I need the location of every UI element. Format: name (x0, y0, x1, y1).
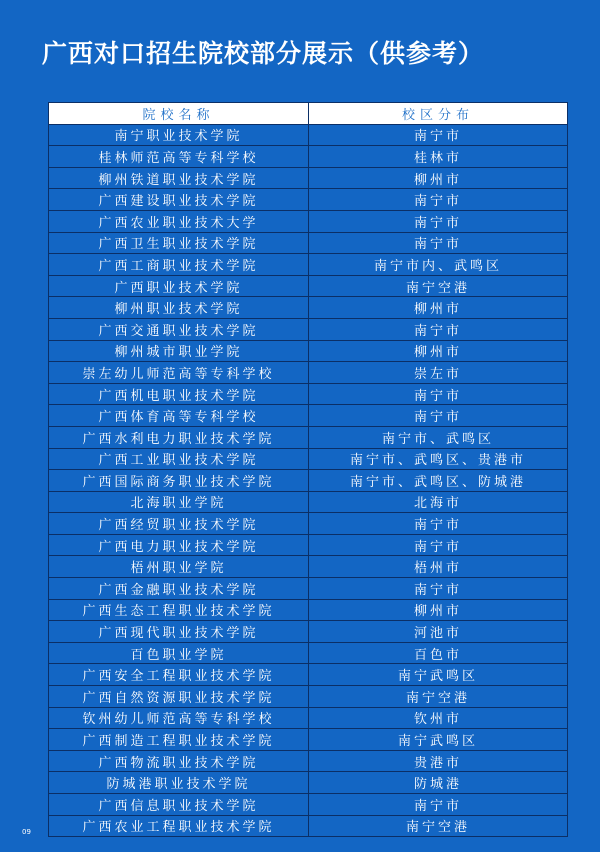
school-name-cell: 广西国际商务职业技术学院 (49, 470, 309, 492)
table-row (49, 254, 568, 276)
campus-cell: 南宁市 (309, 189, 568, 211)
table-row (49, 383, 568, 405)
campus-cell: 南宁空港 (309, 275, 568, 297)
table-row (49, 664, 568, 686)
table-row (49, 189, 568, 211)
school-name-cell: 广西生态工程职业技术学院 (49, 599, 309, 621)
school-name-cell: 广西经贸职业技术学院 (49, 513, 309, 535)
school-name-cell: 广西建设职业技术学院 (49, 189, 309, 211)
campus-cell: 南宁市 (309, 124, 568, 146)
campus-cell: 北海市 (309, 491, 568, 513)
table-header-row (49, 103, 568, 125)
table-row (49, 621, 568, 643)
campus-cell: 南宁市、武鸣区 (309, 426, 568, 448)
school-name-cell: 北海职业学院 (49, 491, 309, 513)
campus-cell: 南宁市、武鸣区、贵港市 (309, 448, 568, 470)
school-name-cell: 钦州幼儿师范高等专科学校 (49, 707, 309, 729)
school-name-cell: 崇左幼儿师范高等专科学校 (49, 362, 309, 384)
campus-cell: 南宁市 (309, 232, 568, 254)
table-row (49, 405, 568, 427)
table-row (49, 686, 568, 708)
school-name-cell: 广西电力职业技术学院 (49, 534, 309, 556)
campus-cell: 南宁武鸣区 (309, 664, 568, 686)
school-name-cell: 广西水利电力职业技术学院 (49, 426, 309, 448)
school-name-cell: 广西制造工程职业技术学院 (49, 729, 309, 751)
campus-cell: 南宁市 (309, 513, 568, 535)
campus-cell: 南宁市 (309, 383, 568, 405)
campus-cell: 南宁市 (309, 794, 568, 816)
campus-cell: 南宁市 (309, 534, 568, 556)
table-row (49, 534, 568, 556)
table-row (49, 599, 568, 621)
table-row (49, 772, 568, 794)
campus-cell: 南宁市 (309, 405, 568, 427)
school-name-cell: 广西自然资源职业技术学院 (49, 686, 309, 708)
school-name-cell: 广西工商职业技术学院 (49, 254, 309, 276)
table-row (49, 815, 568, 837)
table-row (49, 448, 568, 470)
table-row (49, 318, 568, 340)
school-name-cell: 南宁职业技术学院 (49, 124, 309, 146)
campus-cell: 崇左市 (309, 362, 568, 384)
campus-cell: 柳州市 (309, 340, 568, 362)
campus-cell: 贵港市 (309, 750, 568, 772)
school-name-cell: 桂林师范高等专科学校 (49, 146, 309, 168)
column-header-campus: 校区分布 (309, 103, 568, 125)
school-name-cell: 柳州城市职业学院 (49, 340, 309, 362)
table-row (49, 750, 568, 772)
school-name-cell: 广西农业职业技术大学 (49, 210, 309, 232)
school-name-cell: 广西工业职业技术学院 (49, 448, 309, 470)
schools-table (48, 102, 568, 837)
table-row (49, 426, 568, 448)
table-row (49, 167, 568, 189)
campus-cell: 柳州市 (309, 599, 568, 621)
school-name-cell: 广西卫生职业技术学院 (49, 232, 309, 254)
school-name-cell: 广西信息职业技术学院 (49, 794, 309, 816)
school-name-cell: 柳州职业技术学院 (49, 297, 309, 319)
table-body (49, 124, 568, 837)
school-name-cell: 广西金融职业技术学院 (49, 578, 309, 600)
campus-cell: 南宁市 (309, 318, 568, 340)
school-name-cell: 广西体育高等专科学校 (49, 405, 309, 427)
school-name-cell: 广西交通职业技术学院 (49, 318, 309, 340)
campus-cell: 柳州市 (309, 167, 568, 189)
campus-cell: 钦州市 (309, 707, 568, 729)
table-row (49, 729, 568, 751)
table-row (49, 297, 568, 319)
table-row (49, 642, 568, 664)
campus-cell: 南宁市 (309, 578, 568, 600)
page-number: 09 (22, 828, 31, 836)
table-row (49, 210, 568, 232)
table-row (49, 491, 568, 513)
table-row (49, 707, 568, 729)
table-row (49, 275, 568, 297)
campus-cell: 梧州市 (309, 556, 568, 578)
campus-cell: 柳州市 (309, 297, 568, 319)
table-row (49, 146, 568, 168)
table-row (49, 362, 568, 384)
column-header-school-name: 院校名称 (49, 103, 309, 125)
campus-cell: 南宁市内、武鸣区 (309, 254, 568, 276)
table-row (49, 556, 568, 578)
campus-cell: 南宁空港 (309, 815, 568, 837)
school-name-cell: 防城港职业技术学院 (49, 772, 309, 794)
school-name-cell: 梧州职业学院 (49, 556, 309, 578)
table-row (49, 794, 568, 816)
campus-cell: 南宁市 (309, 210, 568, 232)
school-name-cell: 广西物流职业技术学院 (49, 750, 309, 772)
school-name-cell: 广西机电职业技术学院 (49, 383, 309, 405)
school-name-cell: 广西农业工程职业技术学院 (49, 815, 309, 837)
campus-cell: 防城港 (309, 772, 568, 794)
school-name-cell: 柳州铁道职业技术学院 (49, 167, 309, 189)
campus-cell: 南宁市、武鸣区、防城港 (309, 470, 568, 492)
table-row (49, 470, 568, 492)
campus-cell: 河池市 (309, 621, 568, 643)
table-row (49, 232, 568, 254)
table-row (49, 340, 568, 362)
table-row (49, 513, 568, 535)
school-name-cell: 广西现代职业技术学院 (49, 621, 309, 643)
school-name-cell: 广西职业技术学院 (49, 275, 309, 297)
table-row (49, 124, 568, 146)
table-row (49, 578, 568, 600)
campus-cell: 南宁武鸣区 (309, 729, 568, 751)
campus-cell: 桂林市 (309, 146, 568, 168)
school-name-cell: 广西安全工程职业技术学院 (49, 664, 309, 686)
campus-cell: 南宁空港 (309, 686, 568, 708)
school-name-cell: 百色职业学院 (49, 642, 309, 664)
page-title: 广西对口招生院校部分展示（供参考） (42, 39, 485, 68)
campus-cell: 百色市 (309, 642, 568, 664)
